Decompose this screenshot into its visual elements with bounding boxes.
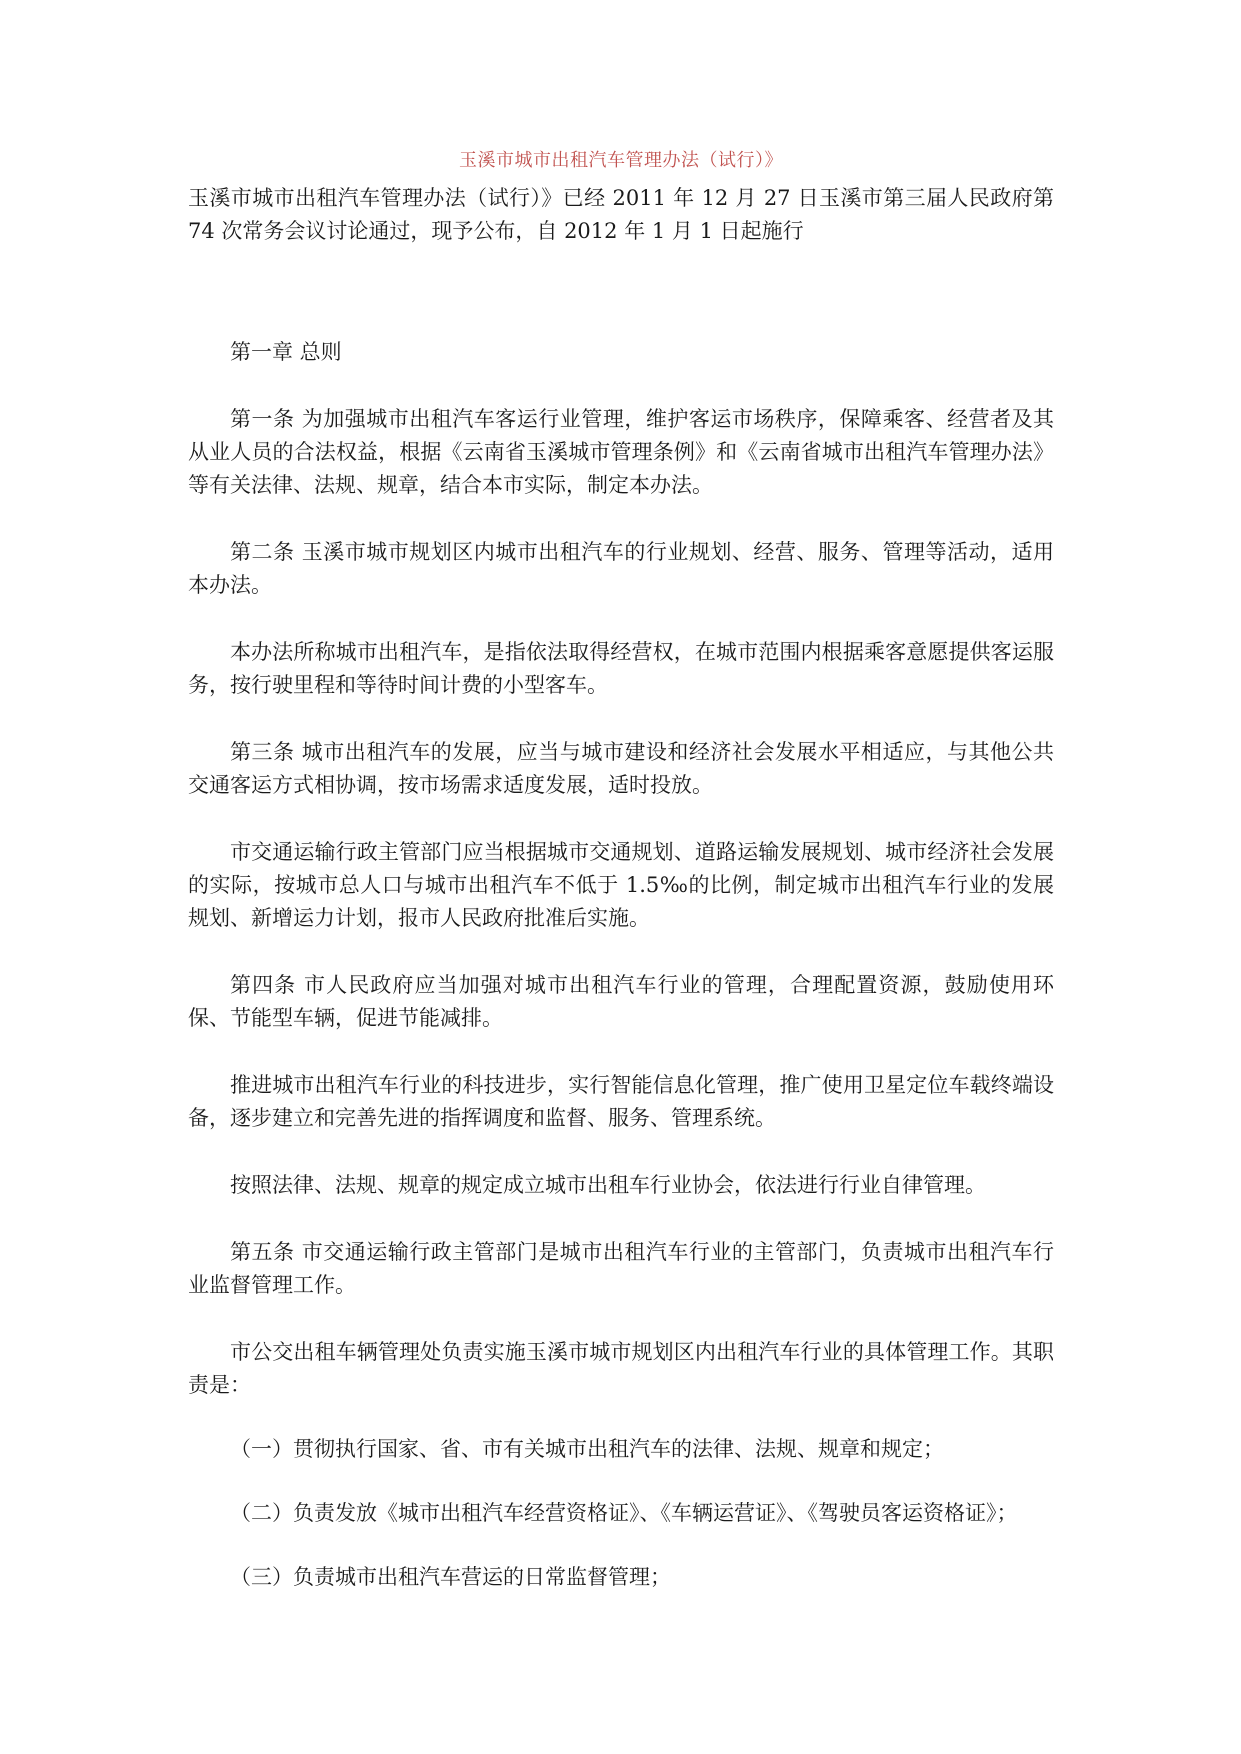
duty-item-3: （三）负责城市出租汽车营运的日常监督管理； [230, 1565, 671, 1589]
article-2: 第二条 玉溪市城市规划区内城市出租汽车的行业规划、经营、服务、管理等活动，适用本办法。 [188, 540, 1054, 597]
document-title: 玉溪市城市出租汽车管理办法（试行）》 [459, 150, 783, 171]
intro-paragraph: 玉溪市城市出租汽车管理办法（试行）》已经 2011 年 12 月 27 日玉溪市第三届人民政府第 74 次常务会议讨论通过，现予公布，自 2012 年 1 月 1 日起施行 [188, 186, 1054, 243]
article-1: 第一条 为加强城市出租汽车客运行业管理，维护客运市场秩序，保障乘客、经营者及其从业人员的合法权益，根据《云南省玉溪城市管理条例》和《云南省城市出租汽车管理办法》等有关法律、法规、规章，结合本市实际，制定本办法。 [188, 407, 1054, 497]
duty-item-1: （一）贯彻执行国家、省、市有关城市出租汽车的法律、法规、规章和规定； [230, 1437, 944, 1461]
article-2-definition: 本办法所称城市出租汽车，是指依法取得经营权，在城市范围内根据乘客意愿提供客运服务，按行驶里程和等待时间计费的小型客车。 [188, 640, 1054, 697]
chapter-heading: 第一章 总则 [230, 340, 342, 364]
article-4-technology: 推进城市出租汽车行业的科技进步，实行智能信息化管理，推广使用卫星定位车载终端设备，逐步建立和完善先进的指挥调度和监督、服务、管理系统。 [188, 1073, 1054, 1130]
article-5-duties: 市公交出租车辆管理处负责实施玉溪市城市规划区内出租汽车行业的具体管理工作。其职责是： [188, 1340, 1054, 1397]
document-page [188, 148, 1054, 1594]
article-3-planning: 市交通运输行政主管部门应当根据城市交通规划、道路运输发展规划、城市经济社会发展的实际，按城市总人口与城市出租汽车不低于 1.5‰的比例，制定城市出租汽车行业的发展规划、新增运力计划，报市人民政府批准后实施。 [188, 840, 1054, 930]
duty-item-2: （二）负责发放《城市出租汽车经营资格证》、《车辆运营证》、《驾驶员客运资格证》； [230, 1501, 1018, 1525]
article-4-association: 按照法律、法规、规章的规定成立城市出租车行业协会，依法进行行业自律管理。 [230, 1173, 986, 1197]
article-4: 第四条 市人民政府应当加强对城市出租汽车行业的管理，合理配置资源，鼓励使用环保、节能型车辆，促进节能减排。 [188, 973, 1054, 1030]
article-5: 第五条 市交通运输行政主管部门是城市出租汽车行业的主管部门，负责城市出租汽车行业监督管理工作。 [188, 1240, 1054, 1297]
article-3: 第三条 城市出租汽车的发展，应当与城市建设和经济社会发展水平相适应，与其他公共交通客运方式相协调，按市场需求适度发展，适时投放。 [188, 740, 1054, 797]
